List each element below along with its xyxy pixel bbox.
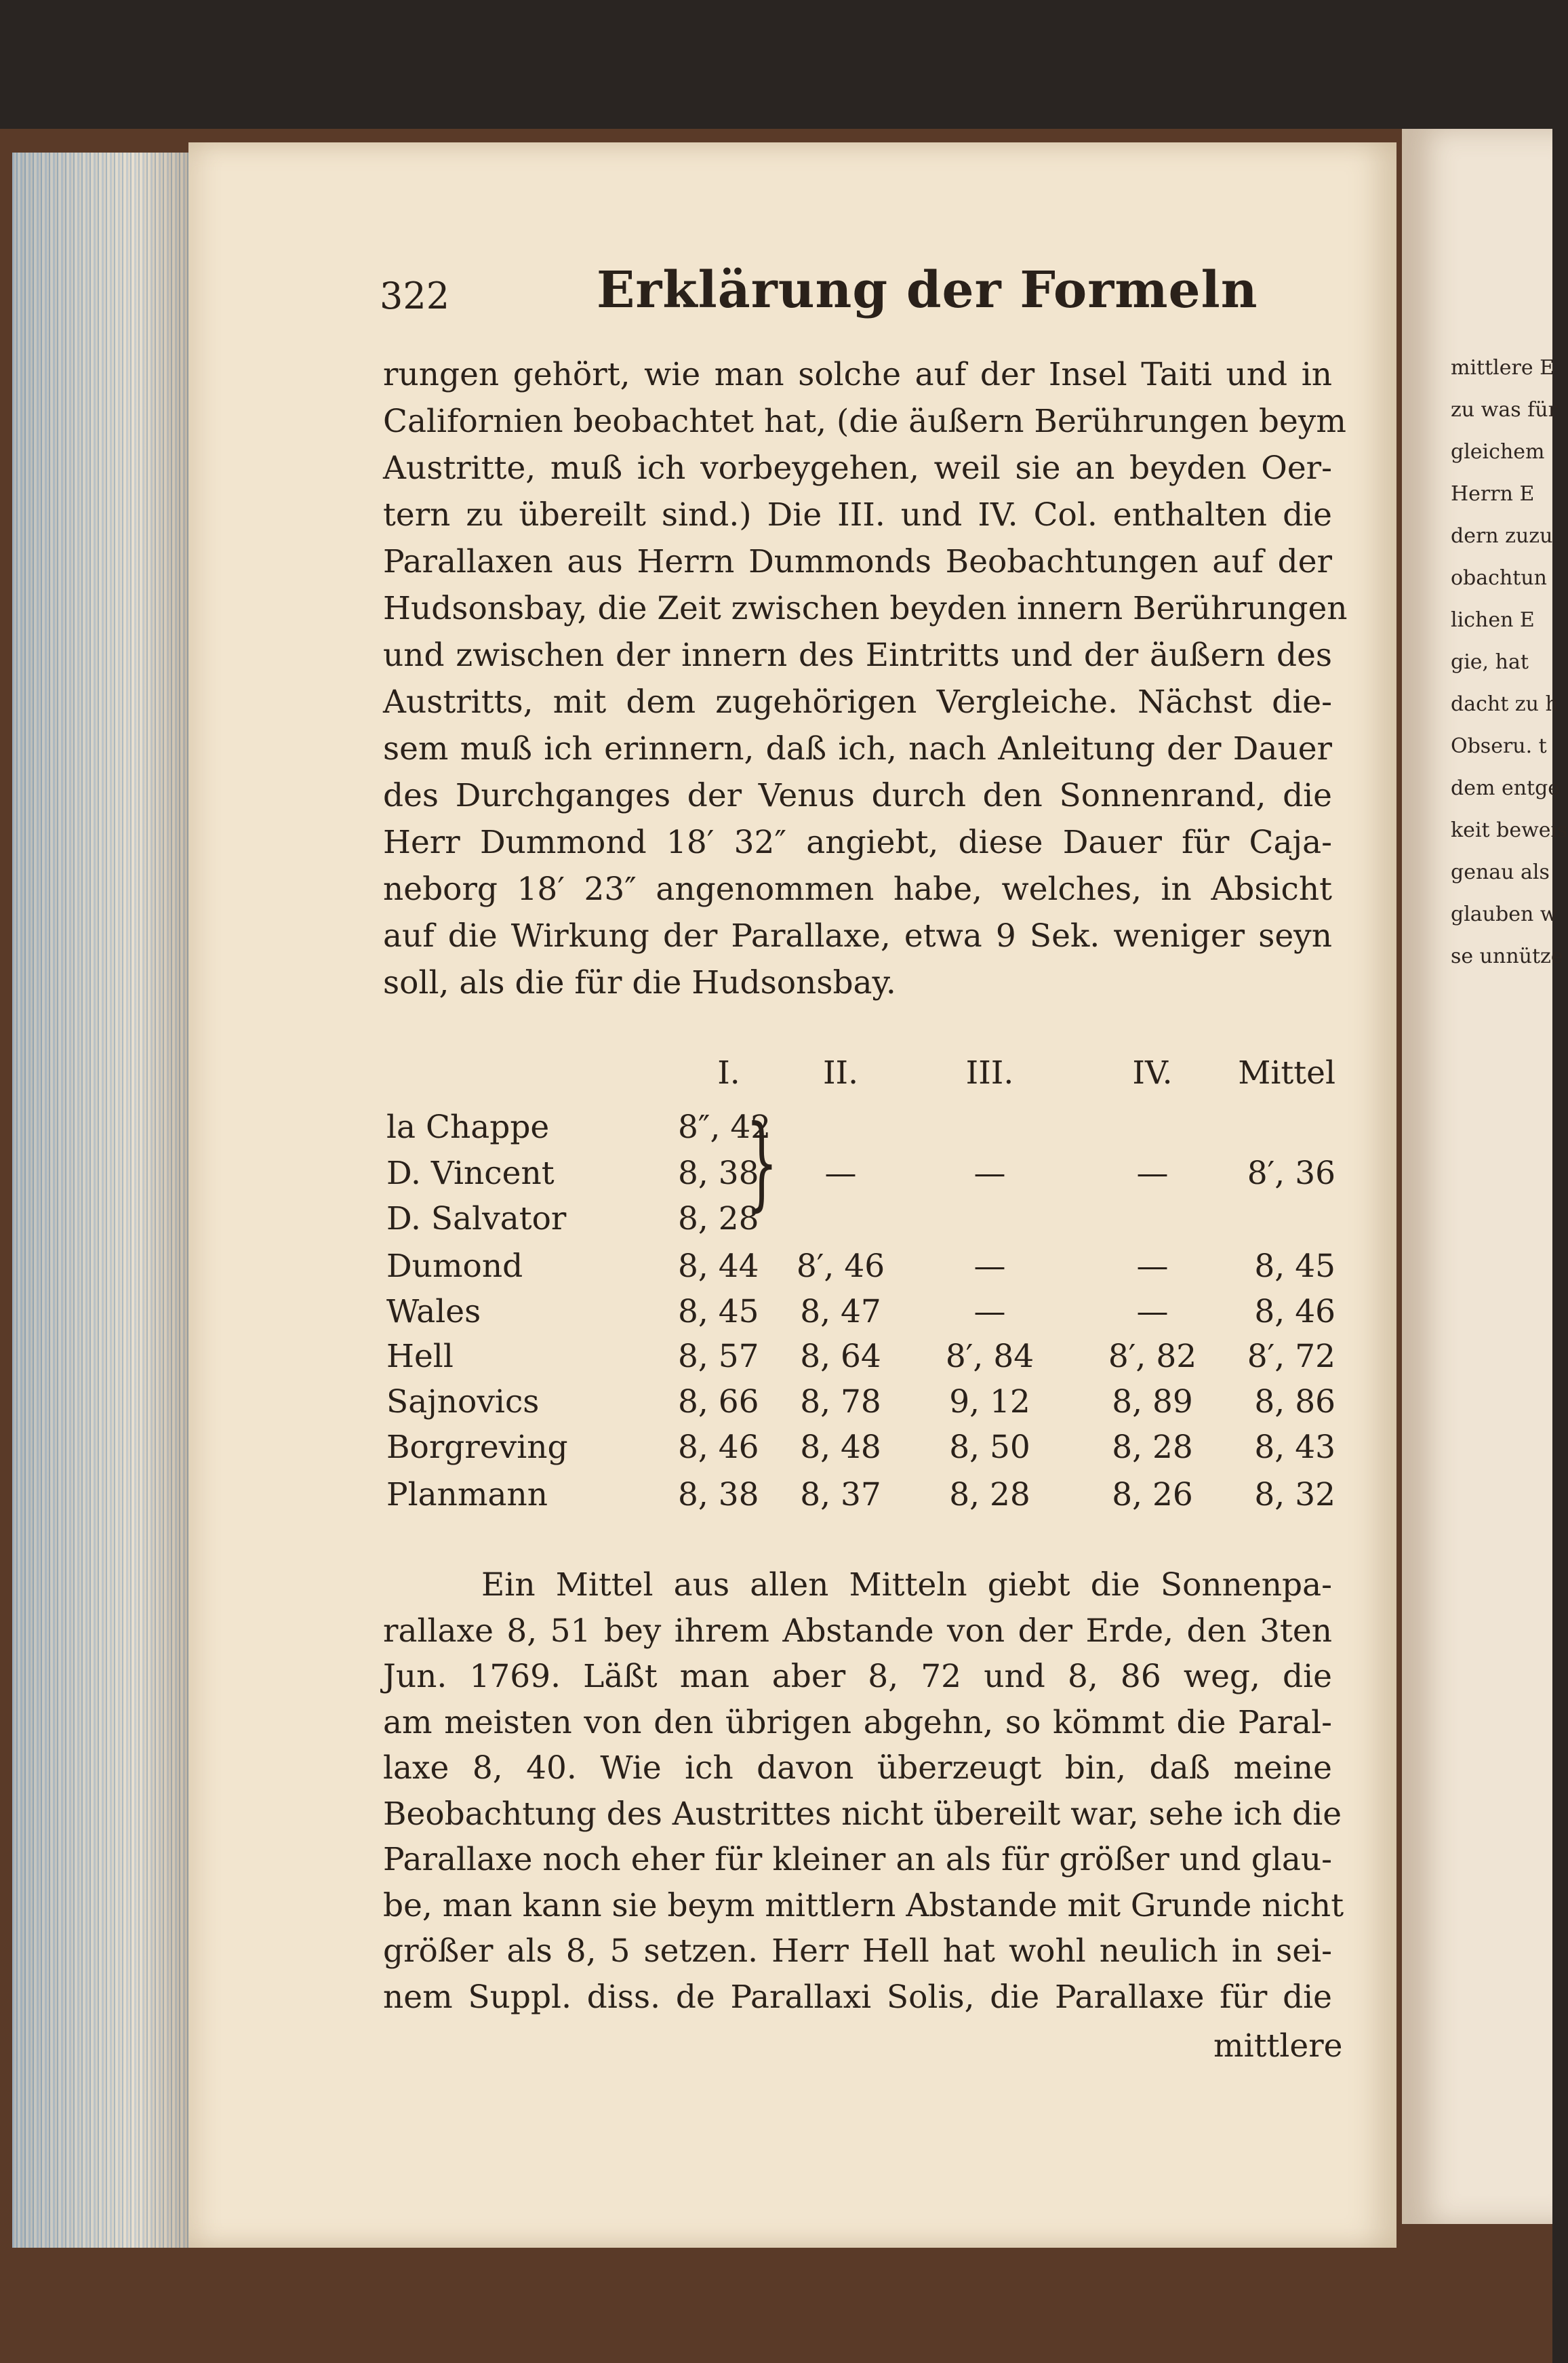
row-label: la Chappe <box>386 1109 550 1146</box>
table-cell: — <box>1136 1248 1169 1285</box>
row-label: Dumond <box>386 1248 523 1285</box>
row-label: Planmann <box>386 1476 548 1513</box>
right-page-line: gie, hat <box>1451 650 1529 674</box>
table-cell: 8, 28 <box>1112 1429 1193 1466</box>
table-cell: 8, 89 <box>1112 1383 1193 1421</box>
table-cell: 8′, 36 <box>1247 1155 1335 1192</box>
table-cell: — <box>973 1248 1006 1285</box>
table-cell: 8, 47 <box>800 1293 881 1330</box>
table-cell: 8′, 46 <box>796 1248 885 1285</box>
text-line: soll, als die für die Hudsonsbay. <box>383 964 896 1001</box>
text-line: Parallaxe noch eher für kleiner an als für größer und glau- <box>383 1841 1332 1878</box>
text-line: größer als 8, 5 setzen. Herr Hell hat wohl neulich in sei- <box>383 1932 1332 1970</box>
table-cell: — <box>1136 1293 1169 1330</box>
right-page-line: keit beweis <box>1451 818 1568 842</box>
right-page-line: Obseru. t <box>1451 734 1547 758</box>
table-cell: — <box>973 1155 1006 1192</box>
table-cell: 8, 78 <box>800 1383 881 1421</box>
text-line: auf die Wirkung der Parallaxe, etwa 9 Sek. weniger seyn <box>383 917 1332 955</box>
column-header: I. <box>717 1054 740 1092</box>
text-line: Herr Dummond 18′ 32″ angiebt, diese Dauer für Caja- <box>383 824 1332 861</box>
text-line: am meisten von den übrigen abgehn, so kömmt die Paral- <box>383 1703 1332 1741</box>
table-cell: 8, 46 <box>678 1429 759 1466</box>
table-cell: 8, 26 <box>1112 1476 1193 1513</box>
catchword: mittlere <box>1213 2027 1343 2065</box>
page-number: 322 <box>380 275 450 317</box>
table-cell: 8, 48 <box>800 1429 881 1466</box>
table-cell: — <box>1136 1155 1169 1192</box>
right-page-line: genau als <box>1451 860 1550 884</box>
text-line: Austritts, mit dem zugehörigen Vergleiche. Nächst die- <box>383 683 1332 721</box>
table-cell: 8, 86 <box>1254 1383 1335 1421</box>
table-cell: 8, 32 <box>1254 1476 1335 1513</box>
right-page-line: se unnütze <box>1451 945 1563 968</box>
text-line: laxe 8, 40. Wie ich davon überzeugt bin, daß meine <box>383 1749 1332 1787</box>
right-page-line: Herrn E <box>1451 482 1535 506</box>
row-label: Wales <box>386 1293 481 1330</box>
table-cell: 8, 28 <box>678 1200 759 1237</box>
right-page-line: dem entge <box>1451 776 1561 800</box>
text-line: Californien beobachtet hat, (die äußern Berührungen beym <box>383 403 1346 440</box>
table-cell: 8, 45 <box>678 1293 759 1330</box>
text-line: Beobachtung des Austrittes nicht übereilt war, sehe ich die <box>383 1795 1342 1833</box>
book-page-right <box>1402 129 1568 2224</box>
text-line: Jun. 1769. Läßt man aber 8, 72 und 8, 86 weg, die <box>383 1658 1332 1695</box>
column-header: III. <box>965 1054 1014 1092</box>
text-line: sem muß ich erinnern, daß ich, nach Anleitung der Dauer <box>383 730 1332 768</box>
table-cell: 8, 37 <box>800 1476 881 1513</box>
column-header: IV. <box>1132 1054 1173 1092</box>
table-cell: — <box>824 1155 857 1192</box>
text-line: Ein Mittel aus allen Mitteln giebt die Sonnenpa- <box>481 1566 1332 1604</box>
right-page-line: obachtun <box>1451 566 1547 590</box>
column-header: II. <box>822 1054 859 1092</box>
text-line: des Durchganges der Venus durch den Sonnenrand, die <box>383 777 1332 814</box>
table-cell: 8, 44 <box>678 1248 759 1285</box>
text-line: rallaxe 8, 51 bey ihrem Abstande von der Erde, den 3ten <box>383 1612 1332 1650</box>
right-page-line: glauben w <box>1451 902 1558 926</box>
table-cell: 8′, 82 <box>1108 1338 1197 1375</box>
right-page-line: gleichem <box>1451 440 1545 464</box>
text-line: Hudsonsbay, die Zeit zwischen beyden innern Berührungen <box>383 590 1348 627</box>
table-cell: 8, 43 <box>1254 1429 1335 1466</box>
table-cell: 8, 38 <box>678 1155 759 1192</box>
running-title: Erklärung der Formeln <box>597 261 1258 319</box>
text-line: nem Suppl. diss. de Parallaxi Solis, die Parallaxe für die <box>383 1978 1332 2016</box>
table-cell: 8, 57 <box>678 1338 759 1375</box>
row-label: Hell <box>386 1338 454 1375</box>
column-header: Mittel <box>1238 1054 1335 1092</box>
right-page-line: dern zuzu <box>1451 524 1553 548</box>
table-cell: 8′, 72 <box>1247 1338 1335 1375</box>
text-line: rungen gehört, wie man solche auf der Insel Taiti und in <box>383 356 1332 393</box>
row-label: D. Vincent <box>386 1155 555 1192</box>
row-label: D. Salvator <box>386 1200 567 1237</box>
table-cell: 8″, 42 <box>678 1109 771 1146</box>
table-cell: 9, 12 <box>949 1383 1030 1421</box>
table-cell: 8, 66 <box>678 1383 759 1421</box>
table-cell: 8, 64 <box>800 1338 881 1375</box>
table-cell: 8′, 84 <box>945 1338 1034 1375</box>
table-cell: 8, 38 <box>678 1476 759 1513</box>
table-cell: 8, 45 <box>1254 1248 1335 1285</box>
page-edges <box>12 153 190 2248</box>
text-line: Parallaxen aus Herrn Dummonds Beobachtungen auf der <box>383 543 1332 580</box>
text-line: neborg 18′ 23″ angenommen habe, welches, in Absicht <box>383 871 1332 908</box>
text-line: und zwischen der innern des Eintritts und der äußern des <box>383 637 1332 674</box>
table-cell: 8, 28 <box>949 1476 1030 1513</box>
right-page-line: dacht zu h <box>1451 692 1559 716</box>
row-label: Sajnovics <box>386 1383 540 1421</box>
right-page-line: lichen E <box>1451 608 1535 632</box>
right-page-line: zu was für <box>1451 398 1558 422</box>
row-label: Borgreving <box>386 1429 568 1466</box>
table-cell: 8, 50 <box>949 1429 1030 1466</box>
brace-mark: } <box>746 1104 778 1222</box>
text-line: be, man kann sie beym mittlern Abstande mit Grunde nicht <box>383 1886 1344 1924</box>
right-page-line: mittlere E <box>1451 356 1555 380</box>
table-cell: — <box>973 1293 1006 1330</box>
table-cell: 8, 46 <box>1254 1293 1335 1330</box>
text-line: tern zu übereilt sind.) Die III. und IV. Col. enthalten die <box>383 496 1332 534</box>
text-line: Austritte, muß ich vorbeygehen, weil sie an beyden Oer- <box>383 450 1332 487</box>
